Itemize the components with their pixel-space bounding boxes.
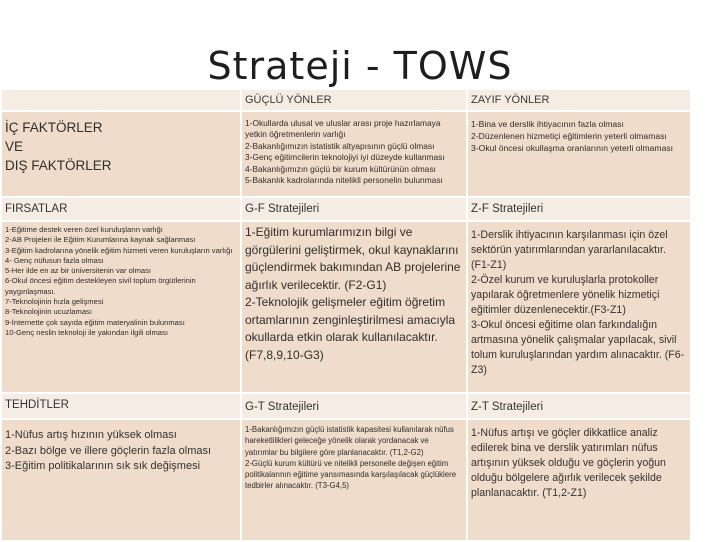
strengths-header: GÜÇLÜ YÖNLER	[241, 89, 467, 111]
weaknesses-header: ZAYIF YÖNLER	[467, 89, 691, 111]
threats-label: TEHDİTLER	[1, 393, 241, 419]
weaknesses-list: 1-Bina ve derslik ihtiyacının fazla olması 2-Düzenlenen hizmetiçi eğitimlerin yeterli olmaması 3-Okul öncesi okullaşma oranlarının yeterli olmaması	[467, 111, 691, 197]
gt-strategies-title: G-T Stratejileri	[241, 393, 467, 419]
corner-cell	[1, 89, 241, 111]
opportunities-list: 1-Eğitime destek veren özel kuruluşların varlığı 2-AB Projeleri ile Eğitim Kurumlarına kaynak sağlanması 3-Eğitim kadrolarına yönelik eğitim hizmeti veren kuruluşların varlığı 4- Genç nüfusun fazla olması 5-Her ilde en az bir üniversitenin var olması 6-Okul öncesi eğitim destekleyen sivil toplum örgütlerinin yaygınlaşması. 7-Teknolojinin hızla gelişmesi 8-Teknolojinin ucuzlaması 9-İnternette çok sayıda eğitim materyalinin bulunması 10-Genç neslin teknoloji ile yakından ilgili olması	[1, 221, 241, 393]
go-strategies: 1-Eğitim kurumlarımızın bilgi ve görgülerini geliştirmek, okul kaynaklarını güçlendirmek bakımından AB projelerine ağırlık verilecektir. (F2-G1) 2-Teknolojik gelişmeler eğitim öğretim ortamlarının zenginleştirilmesi amacıyla okullarda etkin olarak kullanılacaktır. (F7,8,9,10-G3)	[241, 221, 467, 393]
strengths-list: 1-Okullarda ulusal ve uluslar arası proje hazırlamaya yetkin öğretmenlerin varlığı 2-Bakanlığımızın istatistik altyapısının güçlü olması 3-Genç eğitimcilerin teknolojiyi iyi düzeyde kullanması 4-Bakanlığımızın güçlü bir kurum kültürünün olması 5-Bakanlık kadrolarında nitelikli personelin bulunması	[241, 111, 467, 197]
gt-strategies: 1-Bakanlığımızın güçlü istatistik kapasitesi kullanılarak nüfus hareketlilikleri geleceğe yönelik olarak yordanacak ve yatırımlar bu bilgilere göre planlanacaktır. (T1,2-G2) 2-Güçlü kurum kültürü ve nitelikli personelle değişen eğitim politikalarının eğitime yansımasında karşılaşılacak güçlüklere tedbirler alınacaktır. (T3-G4,5)	[241, 419, 467, 541]
page-title: Strateji - TOWS	[207, 44, 513, 88]
threats-list: 1-Nüfus artış hızının yüksek olması 2-Bazı bölge ve illere göçlerin fazla olması 3-Eğitim politikalarının sık sık değişmesi	[1, 419, 241, 541]
factors-label: İÇ FAKTÖRLER VE DIŞ FAKTÖRLER	[1, 111, 241, 197]
zt-strategies: 1-Nüfus artışı ve göçler dikkatlice analiz edilerek bina ve derslik yatırımları nüfus artışının yüksek olduğu ve göçlerin yoğun olduğu bölgelere ağırlık verilecek şekilde planlanacaktır. (T1,2-Z1)	[467, 419, 691, 541]
zt-strategies-title: Z-T Stratejileri	[467, 393, 691, 419]
opportunities-label: FIRSATLAR	[1, 197, 241, 221]
tows-matrix	[0, 88, 692, 542]
go-strategies-title: G-F Stratejileri	[241, 197, 467, 221]
zo-strategies-title: Z-F Stratejileri	[467, 197, 691, 221]
zo-strategies: 1-Derslik ihtiyacının karşılanması için özel sektörün yatırımlarından yararlanılacaktır. (F1-Z1) 2-Özel kurum ve kuruluşlarla protokoller yapılarak öğretmenlere yönelik hizmetiçi eğitimler düzenlenecektir.(F3-Z1) 3-Okul öncesi eğitime olan farkındalığın artmasına yönelik çalışmalar yapılacak, sivil tolum kuruluşlarından yardım alınacaktır. (F6-Z3)	[467, 221, 691, 393]
